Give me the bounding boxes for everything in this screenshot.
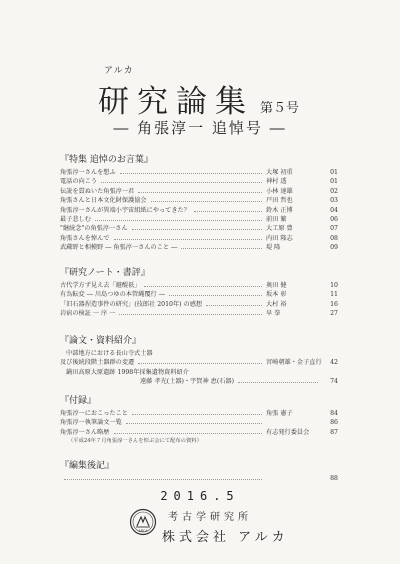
entry-author: 大工原 豊 [266,225,293,233]
entry-title: 角張淳一におこったこと [60,410,128,417]
series-name: アルカ [104,66,134,76]
toc-entry [60,300,338,309]
leader-dots [114,239,263,240]
leader-dots [114,433,263,434]
entry-title: 及び後続段階土器群の変遷 [60,359,135,367]
entry-author: 鈴木 正博 [266,206,293,214]
section-research-notes [60,265,338,319]
leader-dots [95,220,262,221]
entry-author: 坂本 彰 [266,291,287,299]
entry-title: 角張淳一さんを想ふ [60,169,116,176]
toc-entry [60,196,338,205]
toc-entry [60,224,338,233]
toc-entry [60,349,338,358]
entry-title: "継続念"の角張淳一さん [60,225,128,233]
leader-dots [144,286,262,287]
entry-author: 神村 透 [266,178,287,186]
leader-dots [194,211,262,212]
publisher-block [162,508,289,545]
toc-entry [60,281,338,290]
entry-credit: 遠藤 孝光(土器)・宇賀神 恵(石器) [140,378,235,386]
toc-entry [60,358,338,367]
entry-author: 堤 隆 [266,244,281,252]
toc-entry [60,409,338,418]
entry-title: 角張さんを悼んで [60,234,110,242]
section-heading: 『研究ノート・書評』 [60,268,150,278]
entry-note: （平成24年７月角張淳一さんを悼ぶ会にて配布の資料） [68,438,202,445]
entry-title: 角張さんと日本文化財保護協会 [60,197,147,205]
leader-dots [138,363,262,364]
publisher-logo-icon [129,508,157,536]
entry-page: 04 [330,206,338,214]
toc-entry [60,168,338,177]
entry-author: 早 拳 [266,310,281,318]
entry-author: 奥田 健 [266,282,287,289]
entry-page: 86 [330,419,338,427]
entry-title: 伝説を貫ぬいた角張淳一君 [60,187,135,195]
entry-page: 07 [330,225,338,233]
entry-page: 16 [330,300,338,308]
section-heading: 『論文・資料紹介』 [60,336,142,346]
entry-author: 内田 隆志 [266,234,293,242]
toc-entry [60,234,338,243]
entry-author: 大村 裕 [266,300,287,308]
entry-title: 「旧石器捏造事件の研究」(技郎社 2010年) の感想 [60,300,203,308]
entry-title: 有為転変 ― 川島つゆの本管縄覆行 ― [60,291,165,299]
toc-entry [60,290,338,299]
leader-dots [101,182,262,183]
leader-dots [119,314,262,315]
entry-author: 宮崎朝雄・金子直行 [266,359,322,367]
entry-author: 有志発行委員会 [266,428,310,436]
entry-title: 古代学方ず見え去「避醍祇」 [60,282,141,289]
logo-text: ARCA [138,529,148,533]
journal-title: 研究論集 [98,84,254,120]
entry-title: 角張淳一さんが異端小宇宙組紙にやってきた？ [60,206,190,214]
entry-author: 前田 繁 [266,216,287,224]
leader-dots [169,295,262,296]
leader-dots [120,173,262,174]
entry-page: 11 [330,291,338,299]
leader-dots [238,382,318,383]
entry-page: 10 [330,282,338,289]
leader-dots [138,192,262,193]
leader-dots [181,248,262,249]
entry-title: 鍋田高原大原遺跡 1998年採集遺物資料紹介 [66,368,189,376]
leader-dots [151,201,262,202]
leader-dots [64,479,262,480]
entry-page: 88 [330,475,338,482]
entry-author: 大塚 初重 [266,169,293,176]
section-special-feature [60,152,338,253]
entry-title: 電話の向こう [60,178,98,186]
entry-page: 06 [330,216,338,224]
entry-page: 42 [330,359,338,367]
section-heading: 『編集後記』 [60,461,115,471]
volume-number: 第５号 [260,101,300,116]
leader-dots [132,414,262,415]
toc-entry [60,428,338,437]
entry-page: 74 [330,378,338,386]
publisher-line-1: 考古学研究所 [168,512,252,523]
entry-title: 角張淳一執筆論文一覧 [60,419,122,427]
section-papers [60,333,338,387]
toc-entry [60,243,338,252]
leader-dots [132,229,262,230]
issue-subtitle: ― 角張淳一 追悼号 ― [113,119,287,137]
entry-page: 02 [330,187,338,195]
entry-page: 27 [330,310,338,318]
entry-title: 中部地方における長山寺式土器 [66,350,153,357]
entry-author: 角張 憲子 [266,410,293,417]
toc-entry [60,187,338,196]
leader-dots [126,423,262,424]
toc-entry [60,309,338,318]
entry-title: 武蔵野と相模野 ― 角張淳一さんのこと ― [60,244,178,252]
entry-title: 岩宿の検証 一 序 一 [60,310,116,318]
section-editorial-afterword [60,458,338,483]
entry-page: 01 [330,169,338,176]
entry-page: 09 [330,244,338,252]
section-heading: 『特集 追悼のお言葉』 [60,155,153,165]
title-row [98,76,299,121]
leader-dots [206,305,262,306]
entry-page: 01 [330,178,338,186]
toc-entry [60,418,338,427]
entry-author: 小林 達雄 [266,187,293,195]
toc-entry [60,474,338,483]
toc-entry [60,177,338,186]
section-heading: 『付録』 [60,396,97,406]
entry-title: 角張淳一さん略歴 [60,428,110,436]
toc-entry [60,206,338,215]
publication-date: 2016.5 [160,489,240,503]
entry-page: 08 [330,234,338,242]
entry-page: 84 [330,410,338,417]
section-appendix [60,393,338,445]
toc-entry [60,215,338,224]
publisher-line-2: 株式会社 アルカ [162,530,289,545]
toc-entry [60,377,338,386]
entry-title: 最子悲しむ [60,216,91,224]
entry-page: 87 [330,428,338,436]
entry-page: 03 [330,197,338,205]
entry-author: 戸田 哲也 [266,197,293,205]
toc-entry [60,368,338,377]
